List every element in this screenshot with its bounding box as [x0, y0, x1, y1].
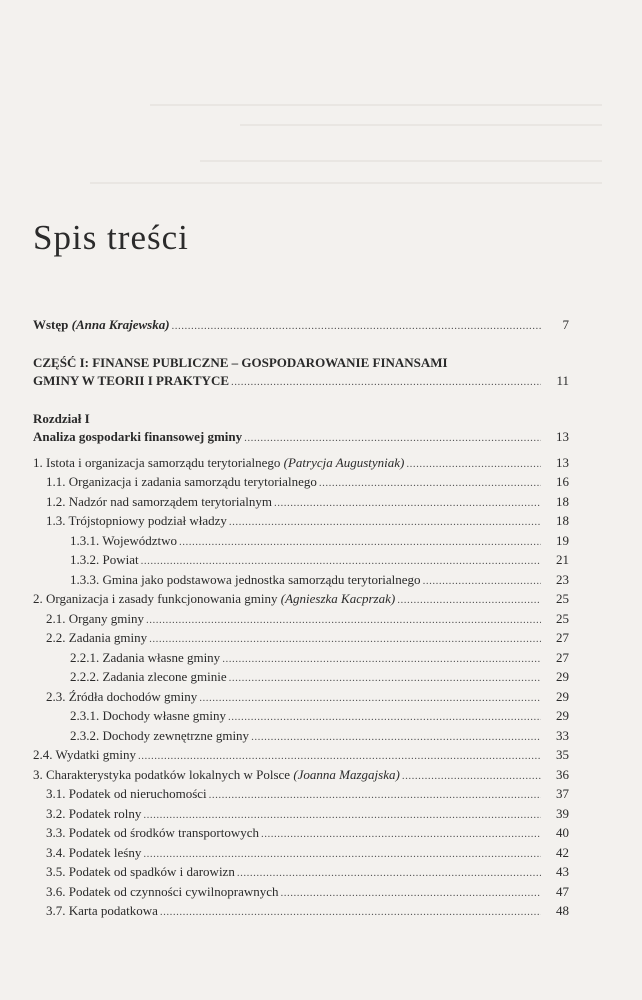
- dot-leader: [319, 474, 541, 493]
- page-number: 33: [556, 727, 569, 743]
- page-number: 36: [556, 766, 569, 782]
- show-through-line: [90, 182, 602, 184]
- toc-entry-label: 1. Istota i organizacja samorządu terytorialnego (Patrycja Augustyniak): [33, 454, 405, 470]
- page-number: 25: [556, 591, 569, 606]
- toc-entry-label: 3.2. Podatek rolny: [46, 805, 142, 821]
- toc-entry-label: 2.2.1. Zadania własne gminy: [70, 649, 221, 665]
- toc-entry-part: [33, 372, 569, 392]
- author-name: (Agnieszka Kacprzak): [280, 591, 396, 606]
- toc-entry: [33, 590, 569, 610]
- toc-entry-label: 2.3.2. Dochody zewnętrzne gminy: [70, 727, 250, 743]
- toc-entry-label: 3.1. Podatek od nieruchomości: [46, 786, 207, 801]
- dot-leader: [209, 786, 541, 805]
- page-title: Spis treści: [33, 218, 189, 257]
- dot-leader: [229, 669, 541, 688]
- dot-leader: [160, 903, 541, 922]
- toc-entry-label: 1.3.2. Powiat: [70, 552, 139, 567]
- page-number: 29: [556, 688, 569, 704]
- toc-entry: [33, 649, 569, 669]
- toc-entry-label: 2.2. Zadania gminy: [46, 630, 148, 645]
- dot-leader: [141, 552, 541, 571]
- page-number: 43: [556, 864, 569, 879]
- page-number: 16: [556, 474, 569, 489]
- dot-leader: [143, 806, 541, 825]
- toc-entries: [33, 454, 569, 922]
- toc-entry: [33, 493, 569, 513]
- toc-entry: [33, 766, 569, 786]
- dot-leader: [237, 864, 541, 883]
- toc-entry: [33, 454, 569, 474]
- dot-leader: [143, 845, 541, 864]
- toc-entry: [33, 551, 569, 571]
- toc-entry: [33, 707, 569, 727]
- dot-leader: [423, 572, 541, 591]
- dot-leader: [251, 728, 541, 747]
- show-through-line: [200, 160, 602, 162]
- part-title-line1: CZĘŚĆ I: FINANSE PUBLICZNE – GOSPODAROWANIE FINANSAMI: [33, 354, 448, 370]
- toc-entry: [33, 610, 569, 630]
- toc-entry-label: Wstęp (Anna Krajewska): [33, 317, 170, 332]
- dot-leader: [244, 429, 541, 448]
- part-title-line2: GMINY W TEORII I PRAKTYCE: [33, 373, 229, 388]
- page-number: 21: [556, 552, 569, 567]
- page-number: 11: [556, 373, 569, 388]
- toc-entry: [33, 844, 569, 864]
- page-number: 25: [556, 610, 569, 626]
- toc-entry-intro: [33, 316, 569, 336]
- page-number: 40: [556, 825, 569, 840]
- show-through-line: [150, 104, 602, 106]
- toc-entry-label: 3.7. Karta podatkowa: [46, 903, 158, 918]
- dot-leader: [231, 373, 541, 392]
- page-number: 37: [556, 786, 569, 801]
- toc-entry: [33, 668, 569, 688]
- page-number: 13: [556, 429, 569, 444]
- page-number: 48: [556, 903, 569, 918]
- toc-entry-label: 3.4. Podatek leśny: [46, 844, 142, 860]
- toc-entry: [33, 571, 569, 591]
- toc-entry-chapter: [33, 428, 569, 448]
- page-number: 29: [556, 669, 569, 684]
- toc-entry-label: 2. Organizacja i zasady funkcjonowania gminy (Agnieszka Kacprzak): [33, 591, 396, 606]
- dot-leader: [274, 494, 541, 513]
- toc-entry-label: 1.1. Organizacja i zadania samorządu terytorialnego: [46, 474, 317, 489]
- dot-leader: [138, 747, 541, 766]
- toc-entry: [33, 688, 569, 708]
- page-number: 29: [556, 708, 569, 723]
- page-number: 19: [556, 532, 569, 548]
- page-number: 27: [556, 649, 569, 665]
- toc-entry-label: 2.3.1. Dochody własne gminy: [70, 708, 226, 723]
- toc-entry: [33, 902, 569, 922]
- dot-leader: [199, 689, 541, 708]
- toc-entry-label: 1.2. Nadzór nad samorządem terytorialnym: [46, 493, 272, 509]
- dot-leader: [149, 630, 541, 649]
- dot-leader: [402, 767, 541, 786]
- toc-entry-label: 3.5. Podatek od spadków i darowizn: [46, 864, 235, 879]
- dot-leader: [281, 884, 541, 903]
- toc-entry-label: 3. Charakterystyka podatków lokalnych w Polsce (Joanna Mazgajska): [33, 766, 400, 782]
- page-number: 23: [556, 571, 569, 587]
- toc-entry-label: 2.2.2. Zadania zlecone gminie: [70, 669, 227, 684]
- page-number: 47: [556, 883, 569, 899]
- dot-leader: [146, 611, 541, 630]
- toc-entry: [33, 746, 569, 766]
- toc-entry-label: 2.1. Organy gminy: [46, 610, 144, 626]
- page-number: 18: [556, 513, 569, 528]
- dot-leader: [179, 533, 541, 552]
- toc-entry-label: 1.3.3. Gmina jako podstawowa jednostka samorządu terytorialnego: [70, 571, 421, 587]
- toc-entry: [33, 473, 569, 493]
- toc-entry: [33, 824, 569, 844]
- toc-entry-label: 2.3. Źródła dochodów gminy: [46, 688, 198, 704]
- toc-entry-label: 1.3. Trójstopniowy podział władzy: [46, 513, 227, 528]
- toc-entry-label: 1.3.1. Województwo: [70, 532, 178, 548]
- toc-entry: [33, 863, 569, 883]
- page-number: 35: [556, 747, 569, 762]
- dot-leader: [228, 708, 541, 727]
- page-number: 42: [556, 844, 569, 860]
- page-number: 27: [556, 630, 569, 645]
- dot-leader: [406, 455, 541, 474]
- page-number: 18: [556, 493, 569, 509]
- dot-leader: [229, 513, 541, 532]
- table-of-contents: [33, 316, 569, 922]
- toc-entry-label: 3.6. Podatek od czynności cywilnoprawnych: [46, 883, 279, 899]
- page-number: 13: [556, 454, 569, 470]
- toc-entry: [33, 512, 569, 532]
- toc-entry-label: 3.3. Podatek od środków transportowych: [46, 825, 260, 840]
- toc-entry: [33, 727, 569, 747]
- toc-entry-label: 2.4. Wydatki gminy: [33, 747, 136, 762]
- toc-entry: [33, 883, 569, 903]
- author-name: (Patrycja Augustyniak): [283, 454, 405, 470]
- toc-entry: [33, 805, 569, 825]
- toc-entry: [33, 532, 569, 552]
- dot-leader: [261, 825, 541, 844]
- toc-entry: [33, 785, 569, 805]
- show-through-line: [240, 124, 602, 126]
- toc-entry: [33, 629, 569, 649]
- page-number: 39: [556, 805, 569, 821]
- page-number: 7: [562, 317, 569, 332]
- dot-leader: [222, 650, 541, 669]
- dot-leader: [397, 591, 541, 610]
- dot-leader: [172, 317, 541, 336]
- chapter-heading: Rozdział I: [33, 410, 90, 426]
- chapter-title: Analiza gospodarki finansowej gminy: [33, 429, 243, 444]
- author-name: (Joanna Mazgajska): [293, 766, 400, 782]
